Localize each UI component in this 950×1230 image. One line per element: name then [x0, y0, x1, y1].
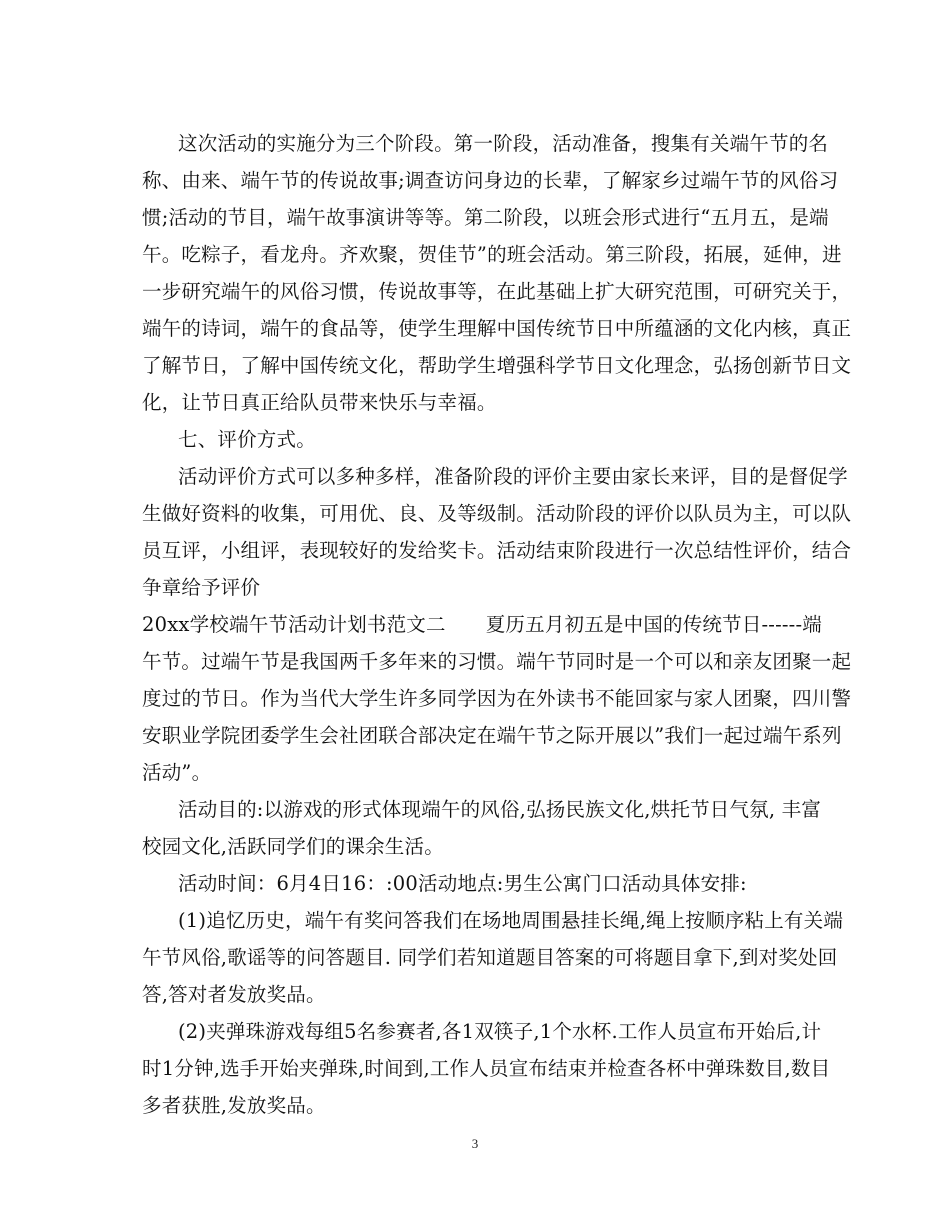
paragraph-stages-line-2: 称、由来、端午节的传说故事;调查访问身边的长辈，了解家乡过端午节的风俗习 [142, 169, 839, 192]
paragraph-activity-one-line-3: 答,答对者发放奖品。 [142, 983, 326, 1006]
paragraph-plan-two-line-3: 度过的节日。作为当代大学生许多同学因为在外读书不能回家与家人团聚，四川警 [142, 687, 852, 710]
paragraph-stages-line-4: 午。吃粽子，看龙舟。齐欢聚，贺佳节”的班会活动。第三阶段，拓展，延伸，进 [142, 243, 842, 266]
paragraph-activity-two-line-1: (2)夹弹珠游戏每组5名参赛者,各1双筷子,1个水杯.工作人员宣布开始后,计 [178, 1020, 822, 1043]
paragraph-stages-line-1: 这次活动的实施分为三个阶段。第一阶段，活动准备，搜集有关端午节的名 [178, 132, 829, 155]
paragraph-stages-line-6: 端午的诗词，端午的食品等，使学生理解中国传统节日中所蕴涵的文化内核，真正 [142, 317, 852, 340]
page-number: 3 [471, 1136, 479, 1151]
paragraph-stages-line-5: 一步研究端午的风俗习惯，传说故事等，在此基础上扩大研究范围，可研究关于， [142, 280, 852, 303]
paragraph-activity-two-line-2: 时1分钟,选手开始夹弹珠,时间到,工作人员宣布结束并检查各杯中弹珠数目,数目 [142, 1057, 831, 1080]
paragraph-plan-two-line-2: 午节。过端午节是我国两千多年来的习惯。端午节同时是一个可以和亲友团聚一起 [142, 650, 852, 673]
paragraph-stages-line-8: 化，让节日真正给队员带来快乐与幸福。 [142, 391, 497, 414]
paragraph-stages-line-3: 惯;活动的节目，端午故事演讲等等。第二阶段，以班会形式进行“五月五，是端 [142, 206, 829, 229]
paragraph-activity-one-line-2: 午节风俗,歌谣等的问答题目. 同学们若知道题目答案的可将题目拿下,到对奖处回 [142, 946, 838, 969]
paragraph-evaluation-line-3: 员互评，小组评，表现较好的发给奖卡。活动结束阶段进行一次总结性评价，结合 [142, 539, 852, 562]
paragraph-plan-two-line-5: 活动”。 [142, 761, 212, 784]
paragraph-purpose-line-2: 校园文化,活跃同学们的课余生活。 [142, 835, 444, 858]
section-heading-evaluation: 七、评价方式。 [178, 428, 316, 451]
plan-two-title: 20xx学校端午节活动计划书范文二 [142, 613, 446, 636]
paragraph-evaluation-line-2: 生做好资料的收集，可用优、良、及等级制。活动阶段的评价以队员为主，可以队 [142, 502, 852, 525]
paragraph-stages-line-7: 了解节日，了解中国传统文化，帮助学生增强科学节日文化理念，弘扬创新节日文 [142, 354, 852, 377]
paragraph-purpose-line-1: 活动目的:以游戏的形式体现端午的风俗,弘扬民族文化,烘托节日气氛, 丰富 [178, 798, 822, 821]
paragraph-evaluation-line-1: 活动评价方式可以多种多样，准备阶段的评价主要由家长来评，目的是督促学 [178, 465, 848, 488]
paragraph-plan-two-line-4: 安职业学院团委学生会社团联合部决定在端午节之际开展以”我们一起过端午系列 [142, 724, 842, 747]
plan-two-intro: 夏历五月初五是中国的传统节日------端 [485, 613, 822, 636]
paragraph-evaluation-line-4: 争章给予评价 [142, 576, 261, 599]
paragraph-plan-two-line-1 [142, 612, 822, 638]
paragraph-time-location: 活动时间：6月4日16：:00活动地点:男生公寓门口活动具体安排: [178, 872, 747, 895]
paragraph-activity-one-line-1: (1)追忆历史，端午有奖问答我们在场地周围悬挂长绳,绳上按顺序粘上有关端 [178, 909, 844, 932]
paragraph-activity-two-line-3: 多者获胜,发放奖品。 [142, 1094, 326, 1117]
